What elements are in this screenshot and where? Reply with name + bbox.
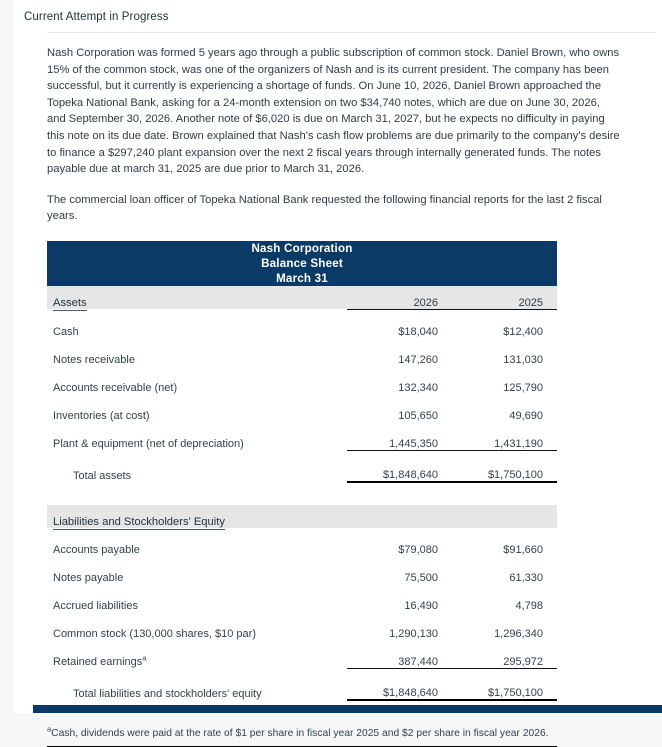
row-value-2026: 105,650 bbox=[398, 409, 438, 422]
assets-heading-text: Assets bbox=[53, 297, 87, 310]
company-name: Nash Corporation bbox=[251, 241, 353, 255]
total-liabilities-equity-row bbox=[47, 668, 557, 700]
attempt-status-label: Current Attempt in Progress bbox=[24, 11, 169, 23]
row-label: Cash bbox=[53, 325, 79, 338]
row-label: Inventories (at cost) bbox=[53, 409, 150, 422]
assets-section-header-row bbox=[47, 286, 557, 310]
total-liabilities-equity-2026: $1,848,640 bbox=[347, 668, 452, 700]
total-liabilities-equity-label: Total liabilities and stockholders' equity bbox=[73, 687, 262, 700]
spacer-cell bbox=[452, 482, 557, 505]
retained-earnings-label: Retained earnings bbox=[53, 656, 143, 669]
row-value-2026: $18,040 bbox=[398, 325, 438, 338]
row-value-2025: 1,431,190 bbox=[494, 437, 543, 450]
liabilities-header-blank-2025 bbox=[452, 505, 557, 528]
narrative-paragraph-1: Nash Corporation was formed 5 years ago through a public subscription of common stock. Daniel Brown, who owns 15% of the common stock, was one of the organizers of Nash and is its current president. The company has been successful, but it currently is experiencing a shortage of funds. On June 10, 2026, Daniel Brown approached the Topeka National Bank, asking for a 24-month extension on two $34,740 notes, which are due on June 30, 2026, and September 30, 2026. Another note of $6,020 is due on March 31, 2027, but he expects no difficulty in paying this note on its due date. Brown explained that Nash's cash flow problems are due primarily to the company's desire to finance a $297,240 plant expansion over the next 2 fiscal years through internally generated funds. The notes payable due at march 31, 2025 are due prior to March 31, 2026. bbox=[47, 47, 620, 176]
page-container bbox=[14, 0, 662, 739]
spacer-cell bbox=[47, 482, 347, 505]
row-value-2026: 75,500 bbox=[404, 571, 438, 584]
footnote-marker: a bbox=[47, 724, 52, 734]
row-value-2026: 132,340 bbox=[398, 381, 438, 394]
table-row bbox=[47, 338, 557, 366]
row-label: Notes receivable bbox=[53, 353, 135, 366]
footnote-marker-superscript: a bbox=[142, 653, 147, 663]
assets-section-heading bbox=[47, 286, 347, 310]
table-row bbox=[47, 528, 557, 556]
column-header-2026: 2026 bbox=[347, 286, 452, 310]
table-row bbox=[47, 366, 557, 394]
attempt-status-header bbox=[14, 0, 662, 32]
liabilities-section-header-row bbox=[47, 505, 557, 528]
balance-sheet-table bbox=[47, 241, 557, 701]
total-assets-row bbox=[47, 450, 557, 482]
row-label: Common stock (130,000 shares, $10 par) bbox=[53, 627, 256, 640]
liabilities-heading-text: Liabilities and Stockholders' Equity bbox=[53, 515, 225, 528]
row-value-2025: $91,660 bbox=[503, 543, 543, 556]
row-value-2026: 1,445,350 bbox=[389, 437, 438, 450]
column-header-2025: 2025 bbox=[452, 286, 557, 310]
table-row bbox=[47, 640, 557, 669]
table-row bbox=[47, 584, 557, 612]
balance-sheet-title-row bbox=[47, 241, 557, 286]
row-label: Accrued liabilities bbox=[53, 599, 138, 612]
row-value-2026: 147,260 bbox=[398, 353, 438, 366]
row-value-2026: 387,440 bbox=[398, 655, 438, 668]
bottom-accent-bar bbox=[33, 705, 662, 713]
row-value-2025: $12,400 bbox=[503, 325, 543, 338]
row-value-2025: 4,798 bbox=[515, 599, 543, 612]
row-value-2025: 131,030 bbox=[503, 353, 543, 366]
row-value-2025: 125,790 bbox=[503, 381, 543, 394]
row-value-2025: 295,972 bbox=[503, 655, 543, 668]
row-label bbox=[47, 640, 347, 669]
problem-narrative bbox=[47, 45, 620, 225]
total-assets-2026: $1,848,640 bbox=[347, 450, 452, 482]
table-row bbox=[47, 309, 557, 338]
row-value-2026: $79,080 bbox=[398, 543, 438, 556]
row-value-2026: 16,490 bbox=[404, 599, 438, 612]
table-row bbox=[47, 556, 557, 584]
total-liabilities-equity-2025: $1,750,100 bbox=[452, 668, 557, 700]
section-spacer bbox=[47, 482, 557, 505]
row-value-2026: 1,290,130 bbox=[389, 627, 438, 640]
row-label: Plant & equipment (net of depreciation) bbox=[53, 438, 244, 451]
balance-sheet-table-wrapper bbox=[47, 241, 557, 701]
row-value-2025: 61,330 bbox=[509, 571, 543, 584]
narrative-paragraph-2: The commercial loan officer of Topeka National Bank requested the following financial reports for the last 2 fiscal years. bbox=[47, 193, 602, 223]
row-label: Accounts payable bbox=[53, 543, 140, 556]
statement-date: March 31 bbox=[276, 271, 328, 285]
balance-sheet-footnote bbox=[47, 724, 557, 747]
statement-name: Balance Sheet bbox=[261, 256, 343, 270]
liabilities-section-heading bbox=[47, 505, 347, 528]
table-row bbox=[47, 394, 557, 422]
header-divider bbox=[47, 32, 656, 33]
balance-sheet-title bbox=[47, 241, 557, 286]
row-value-2025: 49,690 bbox=[509, 409, 543, 422]
row-label: Accounts receivable (net) bbox=[53, 381, 178, 394]
table-row bbox=[47, 612, 557, 640]
table-row bbox=[47, 422, 557, 451]
total-assets-2025: $1,750,100 bbox=[452, 450, 557, 482]
liabilities-header-blank-2026 bbox=[347, 505, 452, 528]
spacer-cell bbox=[347, 482, 452, 505]
footnote-text: Cash, dividends were paid at the rate of $1 per share in fiscal year 2025 and $2 per share in fiscal year 2026. bbox=[51, 727, 549, 739]
row-label: Notes payable bbox=[53, 571, 124, 584]
total-assets-label: Total assets bbox=[73, 469, 132, 482]
row-value-2025: 1,296,340 bbox=[494, 627, 543, 640]
